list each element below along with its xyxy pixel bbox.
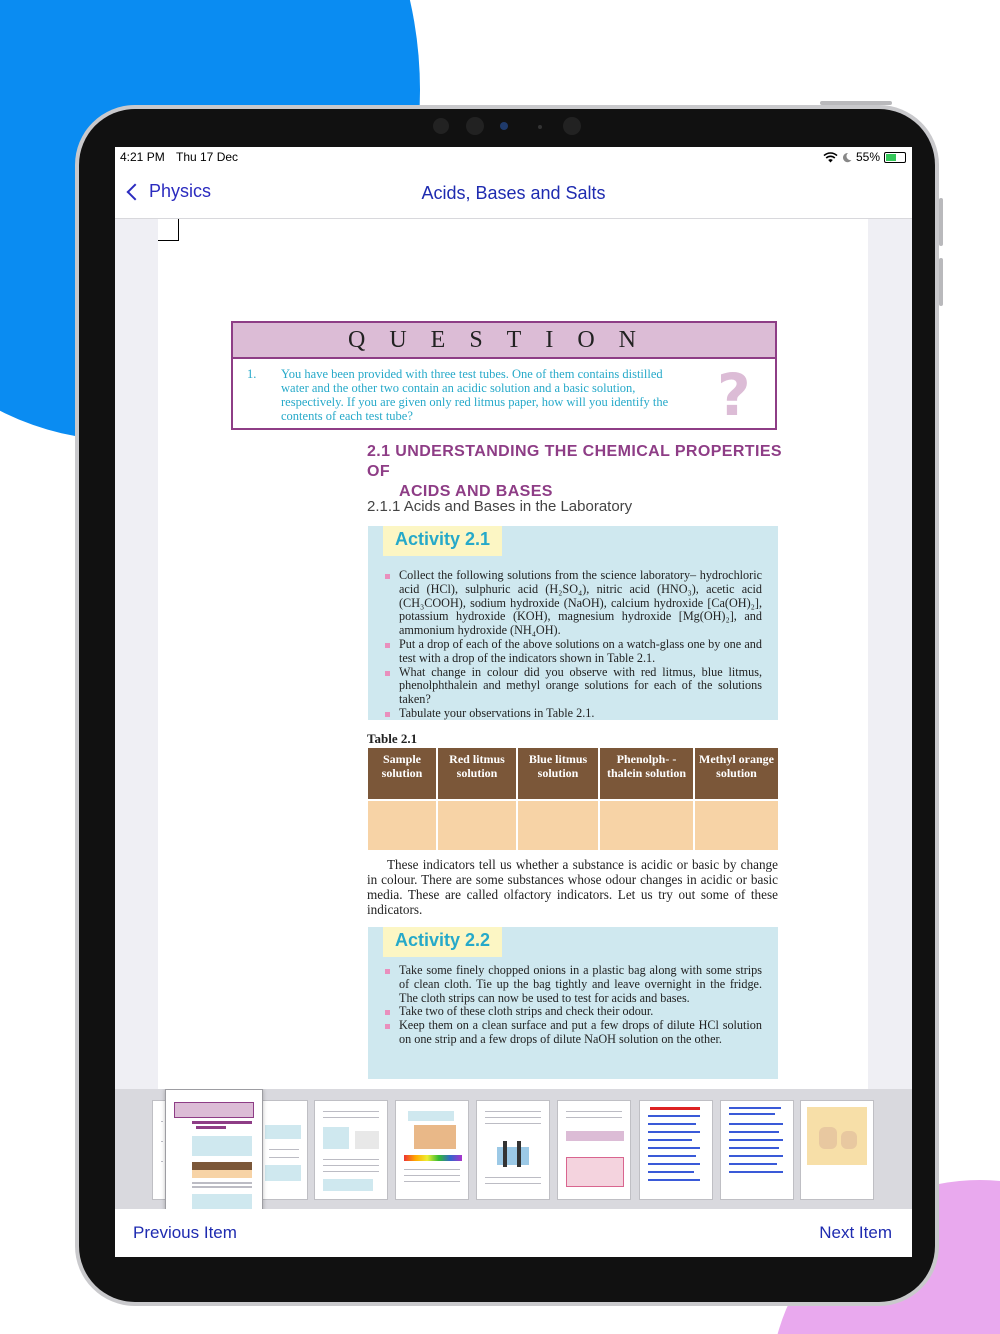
back-button-label: Physics <box>149 181 212 201</box>
table-header: Sample solution <box>368 748 437 800</box>
moon-icon <box>842 152 852 163</box>
wifi-icon <box>823 152 838 163</box>
table-header: Blue litmus solution <box>517 748 599 800</box>
section-title <box>367 442 782 502</box>
question-number: 1. <box>247 367 257 381</box>
page-thumbnail[interactable] <box>800 1100 874 1200</box>
table-cell <box>437 800 517 850</box>
observation-table <box>368 748 778 850</box>
status-indicators <box>823 150 906 164</box>
question-mark-icon: ? <box>717 361 751 429</box>
activity-box <box>368 526 778 720</box>
table-cell <box>368 800 437 850</box>
previous-item-button[interactable]: Previous Item <box>133 1223 237 1242</box>
page-thumbnail[interactable] <box>557 1100 631 1200</box>
table-cell <box>599 800 694 850</box>
question-heading: QUESTION <box>233 323 775 359</box>
page-thumbnail[interactable] <box>395 1100 469 1200</box>
page-thumbnail[interactable] <box>260 1100 308 1200</box>
table-cell <box>517 800 599 850</box>
status-bar <box>115 147 912 169</box>
question-box <box>231 321 777 430</box>
page-thumbnail[interactable] <box>314 1100 388 1200</box>
battery-level <box>886 154 896 161</box>
battery-percent: 55% <box>855 150 880 164</box>
page-thumbnail[interactable] <box>639 1100 713 1200</box>
volume-up-button <box>939 198 943 246</box>
activity-item: Take some finely chopped onions in a plastic bag along with some strips of clean cloth. Tie up the bag tightly and leave overnight in the fridge. The cloth strips can now be used to test for acids and bases. <box>384 964 762 1005</box>
document-page[interactable] <box>158 219 868 1089</box>
page-thumbnail-strip[interactable] <box>115 1089 912 1209</box>
question-item <box>247 367 687 423</box>
status-date: Thu 17 Dec <box>176 150 239 164</box>
activity-item: Put a drop of each of the above solutions on a watch-glass one by one and test with a drop of the indicators shown in Table 2.1. <box>384 638 762 666</box>
table-row <box>368 800 778 850</box>
ipad-screen <box>115 147 912 1257</box>
battery-icon <box>884 152 906 163</box>
subsection-title: 2.1.1 Acids and Bases in the Laboratory <box>367 498 633 515</box>
table-caption: Table 2.1 <box>367 731 418 746</box>
navigation-bar <box>115 169 912 219</box>
activity-label: Activity 2.1 <box>383 526 502 556</box>
activity-item: Keep them on a clean surface and put a few drops of dilute HCl solution on one strip and a few drops of dilute NaOH solution on the other. <box>384 1019 762 1047</box>
table-header-row <box>368 748 778 800</box>
volume-down-button <box>939 258 943 306</box>
activity-list <box>384 569 762 721</box>
section-title-line2: ACIDS AND BASES <box>399 483 553 500</box>
activity-item: Tabulate your observations in Table 2.1. <box>384 707 762 721</box>
section-title-line1: 2.1 UNDERSTANDING THE CHEMICAL PROPERTIES OF <box>367 443 782 480</box>
activity-item: What change in colour did you observe with red litmus, blue litmus, phenolphthalein and methyl orange solutions for each of the solutions taken? <box>384 666 762 707</box>
table-cell <box>694 800 778 850</box>
page-title: Acids, Bases and Salts <box>421 183 606 203</box>
camera-sensor-icon <box>466 117 484 135</box>
front-camera-icon <box>500 122 508 130</box>
activity-label: Activity 2.2 <box>383 927 502 957</box>
activity-list <box>384 964 762 1047</box>
bottom-toolbar <box>115 1209 912 1257</box>
next-item-button[interactable]: Next Item <box>819 1223 892 1242</box>
page-thumbnail[interactable] <box>720 1100 794 1200</box>
table-header: Phenolph- -thalein solution <box>599 748 694 800</box>
question-text: You have been provided with three test tubes. One of them contains distilled water and the other two contain an acidic solution and a basic solution, respectively. If you are given only red litmus paper, how will you identify the contents of each test tube? <box>281 367 669 423</box>
crop-mark <box>158 219 179 241</box>
camera-sensor-icon <box>538 125 542 129</box>
table-header: Red litmus solution <box>437 748 517 800</box>
table-header: Methyl orange solution <box>694 748 778 800</box>
camera-sensor-icon <box>563 117 581 135</box>
camera-sensor-icon <box>433 118 449 134</box>
activity-item: Collect the following solutions from the science laboratory– hydrochloric acid (HCl), sulphuric acid (H₂SO₄), nitric acid (HNO₃), acetic acid (CH₃COOH), sodium hydroxide (NaOH), calcium hydroxide [Ca(OH)₂], potassium hydroxide (KOH), magnesium hydroxide [Mg(OH)₂], and ammonium hydroxide (NH₄OH). <box>384 569 762 638</box>
body-paragraph: These indicators tell us whether a substance is acidic or basic by change in colour. There are some substances whose odour changes in acidic or basic media. These are called olfactory indicators. Let us try out some of these indicators. <box>367 857 778 917</box>
activity-item: Take two of these cloth strips and check their odour. <box>384 1005 762 1019</box>
page-thumbnail[interactable] <box>476 1100 550 1200</box>
activity-box <box>368 927 778 1079</box>
current-page-thumbnail[interactable] <box>165 1089 263 1209</box>
status-time: 4:21 PM <box>120 150 165 164</box>
top-button <box>820 101 892 105</box>
